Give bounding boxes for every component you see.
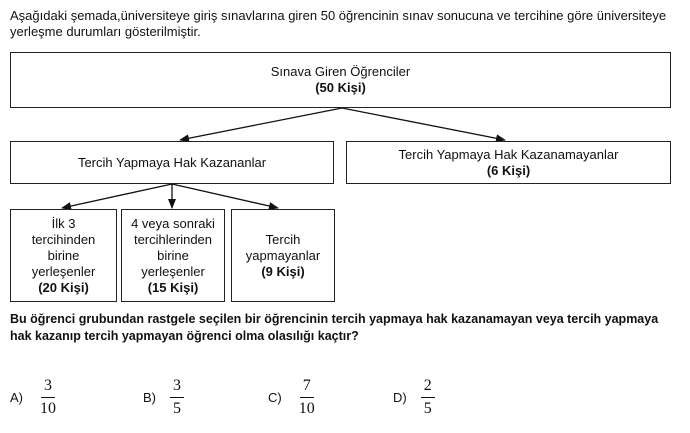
fraction-numerator: 7	[300, 377, 314, 398]
leaf-none-count: (9 Kişi)	[261, 263, 305, 279]
leaf-first-box	[10, 209, 117, 302]
not-eligible-box	[346, 141, 671, 184]
option-label: A)	[10, 390, 23, 405]
fraction-denominator: 10	[40, 400, 56, 417]
option-b[interactable]	[143, 377, 184, 418]
option-fraction	[421, 377, 435, 418]
fraction-denominator: 10	[298, 400, 315, 417]
fraction-denominator: 5	[173, 400, 181, 417]
leaf-later-count: (15 Kişi)	[147, 279, 199, 295]
root-box	[10, 52, 671, 108]
leaf-none-box	[231, 209, 335, 302]
fraction-numerator: 3	[41, 377, 55, 398]
option-fraction	[170, 377, 184, 418]
arrow-to-leaf-first	[62, 184, 172, 208]
fraction-numerator: 2	[421, 377, 435, 398]
root-title: Sınava Giren Öğrenciler	[270, 64, 411, 79]
not-eligible-count: (6 Kişi)	[486, 162, 531, 178]
leaf-later-line: tercihlerinden	[133, 231, 213, 247]
leaf-first-count: (20 Kişi)	[38, 279, 89, 295]
leaf-none-line: yapmayanlar	[245, 247, 321, 263]
fraction-denominator: 5	[423, 400, 432, 417]
leaf-later-box	[121, 209, 225, 302]
question-text: Bu öğrenci grubundan rastgele seçilen bir öğrencinin tercih yapmaya hak kazanamayan veya tercih yapmaya hak kazanıp tercih yapmayan öğrenci olma olasılığı kaçtır?	[10, 312, 659, 343]
option-c[interactable]	[268, 377, 318, 418]
leaf-later-line: 4 veya sonraki	[131, 215, 215, 231]
option-label: D)	[393, 390, 407, 405]
option-label: C)	[268, 390, 282, 405]
arrow-to-leaf-none	[172, 184, 278, 208]
leaf-first-line: yerleşenler	[31, 263, 96, 279]
arrow-to-not-eligible	[342, 108, 505, 140]
option-label: B)	[143, 390, 156, 405]
root-count: (50 Kişi)	[315, 80, 366, 95]
eligible-title: Tercih Yapmaya Hak Kazananlar	[77, 154, 267, 170]
leaf-later-line: birine	[157, 247, 189, 263]
option-d[interactable]	[393, 377, 435, 418]
leaf-none-line: Tercih	[265, 231, 301, 247]
leaf-first-line: tercihinden	[31, 231, 96, 247]
fraction-numerator: 3	[170, 377, 184, 398]
leaf-first-line: birine	[47, 247, 80, 263]
option-fraction	[296, 377, 318, 418]
arrow-to-eligible	[180, 108, 342, 140]
leaf-later-line: yerleşenler	[141, 263, 205, 279]
not-eligible-title: Tercih Yapmaya Hak Kazanamayanlar	[398, 146, 619, 162]
eligible-box	[10, 141, 334, 184]
option-fraction	[37, 377, 59, 418]
intro-text: Aşağıdaki şemada,üniversiteye giriş sınavlarına giren 50 öğrencinin sınav sonucuna ve tercihine göre üniversiteye yerleşme durumları gösterilmiştir.	[10, 8, 667, 39]
leaf-first-line: İlk 3	[51, 215, 76, 231]
option-a[interactable]	[10, 377, 59, 418]
